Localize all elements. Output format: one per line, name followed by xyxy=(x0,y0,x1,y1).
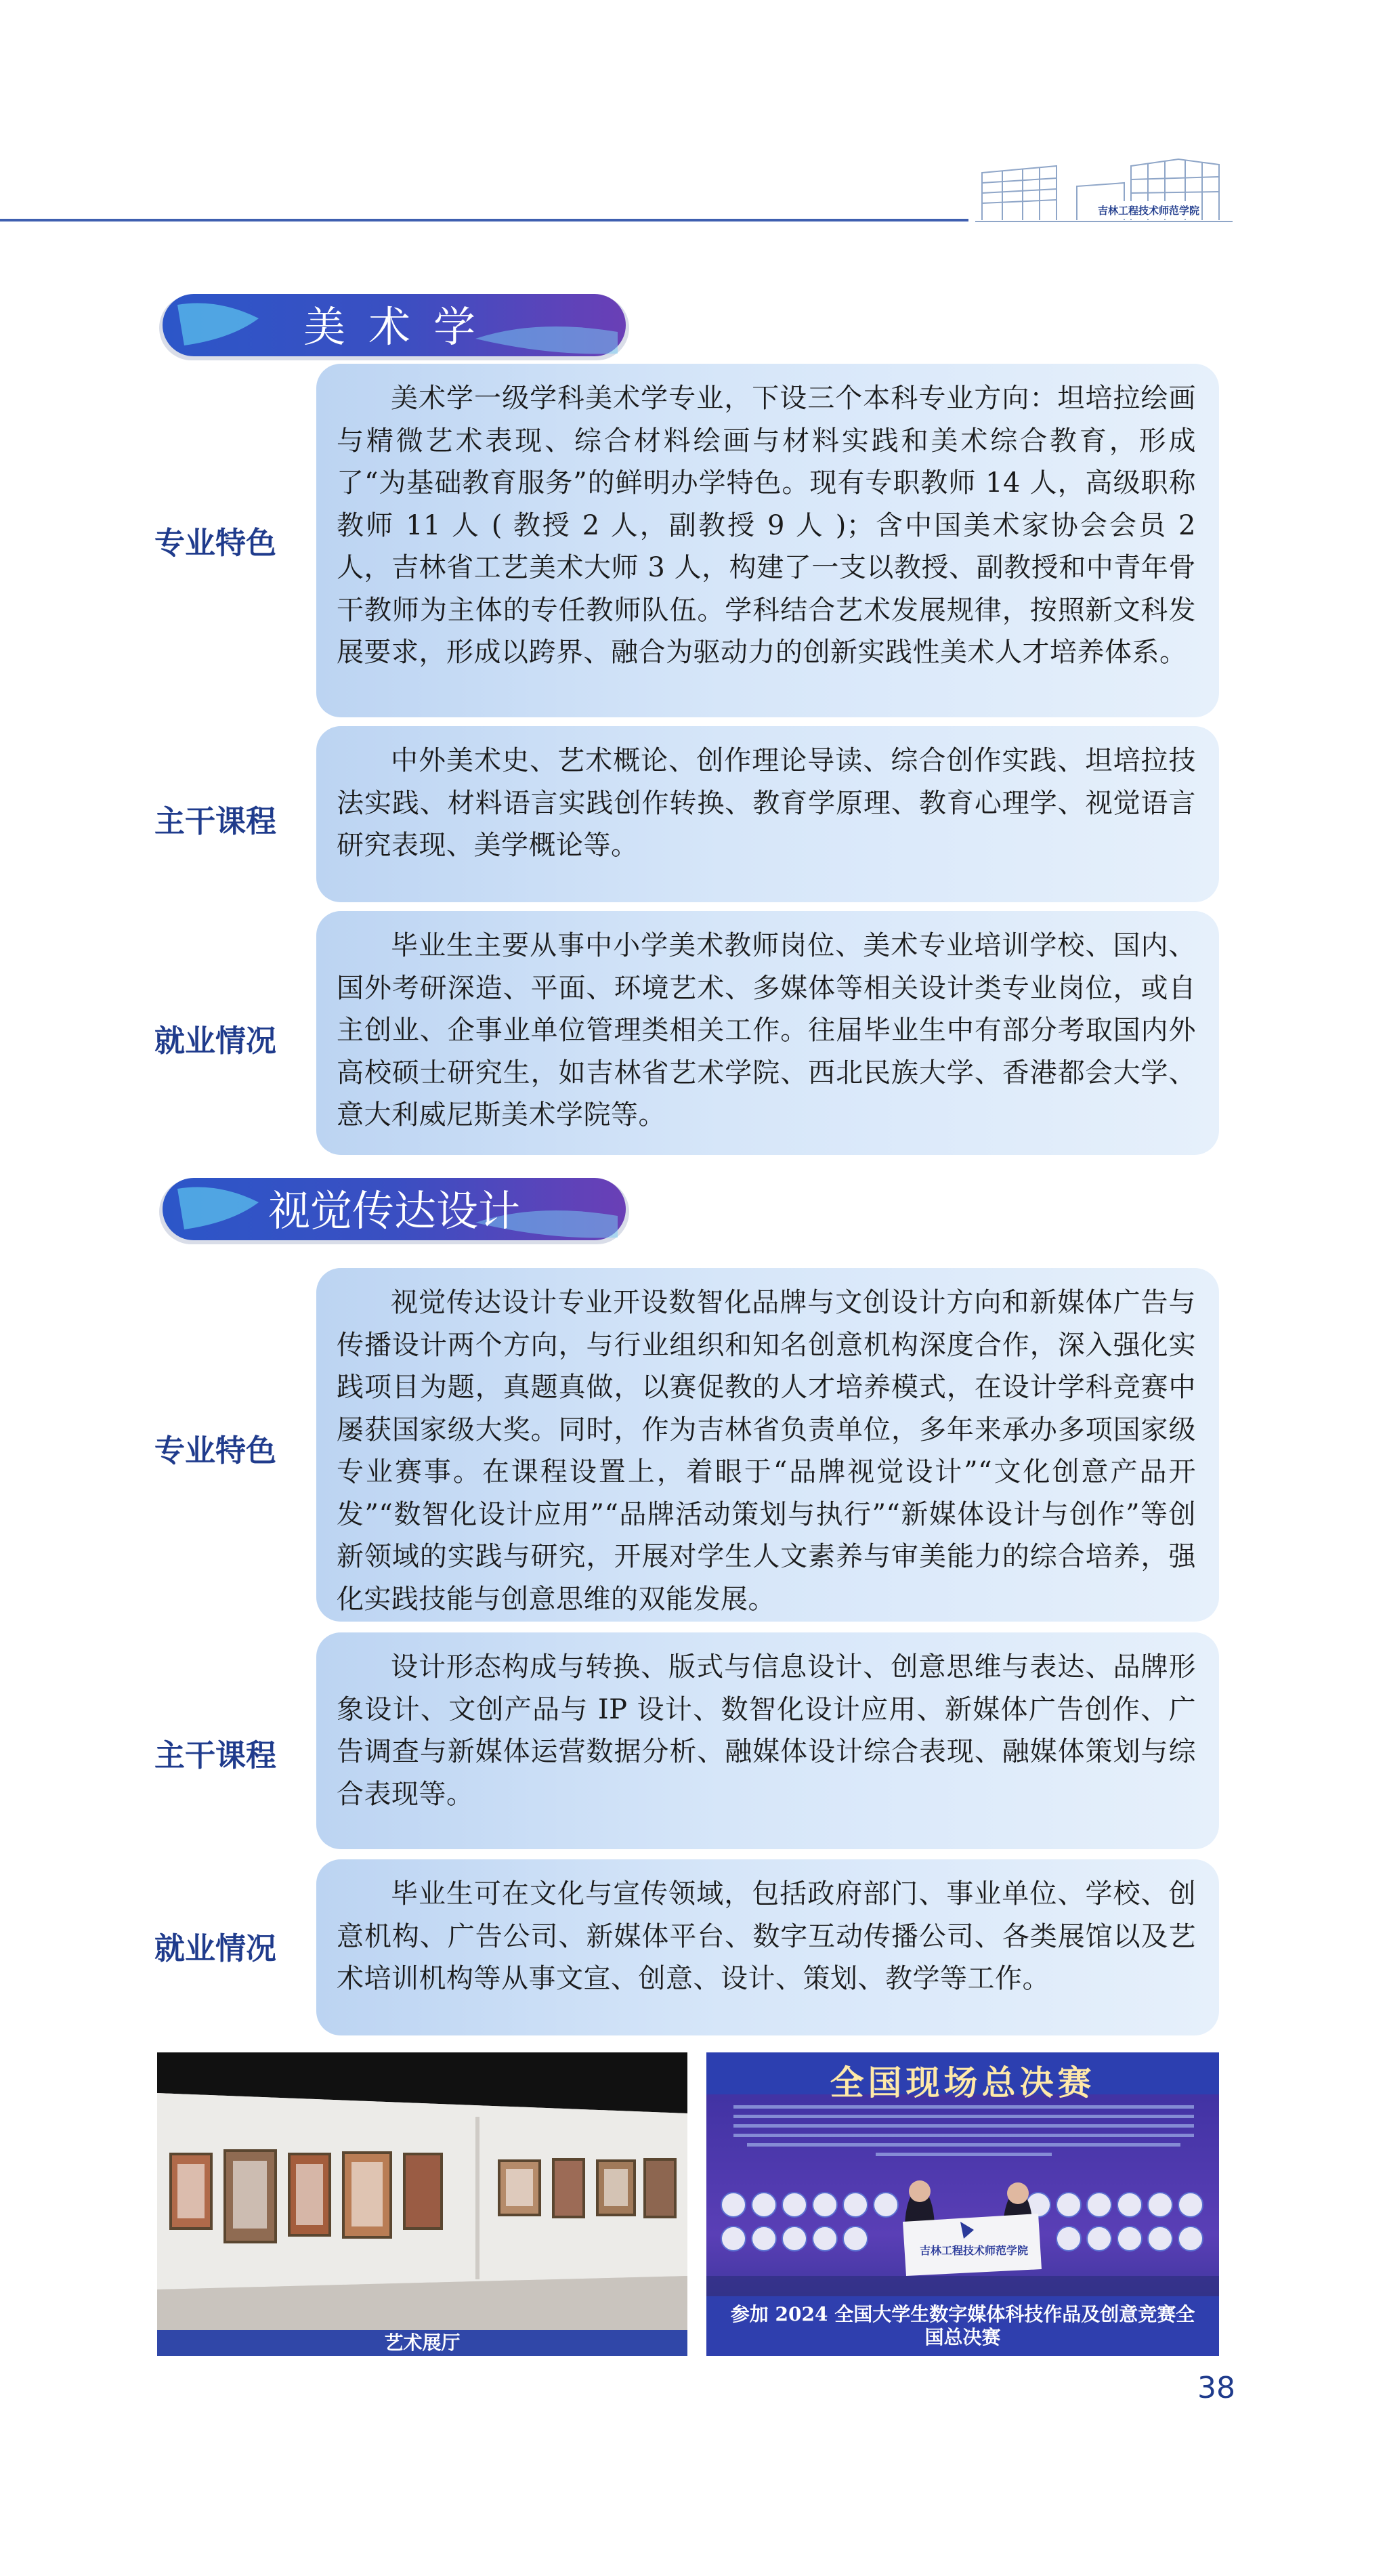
section-title: 视觉传达设计 xyxy=(268,1186,520,1236)
fine-arts-features-text: 美术学一级学科美术学专业，下设三个本科专业方向：坦培拉绘画与精微艺术表现、综合材料绘画与材料实践和美术综合教育，形成了“为基础教育服务”的鲜明办学特色。现有专职教师 14 人，高级职称教师 11 人 ( 教授 2 人，副教授 9 人 )；含中国美术家协会会员 2 人，吉林省工艺美术大师 3 人，构建了一支以教授、副教授和中青年骨干教师为主体的专任教师队伍。学科结合艺术发展规律，按照新文科发展要求，形成以跨界、融合为驱动力的创新实践性美术人才培养体系。 xyxy=(337,383,1196,668)
visual-design-employment-box xyxy=(316,1859,1219,2035)
visual-design-employment-text: 毕业生可在文化与宣传领域，包括政府部门、事业单位、学校、创意机构、广告公司、新媒体平台、数字互动传播公司、各类展馆以及艺术培训机构等从事文宣、创意、设计、策划、教学等工作。 xyxy=(337,1878,1196,1994)
fine-arts-employment-box xyxy=(316,911,1219,1155)
logo-text: 吉林工程技术师范学院 xyxy=(1097,205,1200,217)
gallery-caption: 艺术展厅 xyxy=(384,2331,461,2354)
header-rule xyxy=(0,219,968,221)
competition-caption: 参加 2024 全国大学生数字媒体科技作品及创意竞赛全国总决赛 xyxy=(730,2303,1195,2348)
gallery-photo xyxy=(157,2052,687,2356)
section-banner-fine-arts xyxy=(157,291,631,363)
visual-design-courses-box xyxy=(316,1632,1219,1849)
fine-arts-features-box xyxy=(316,364,1219,717)
visual-design-courses-text: 设计形态构成与转换、版式与信息设计、创意思维与表达、品牌形象设计、文创产品与 IP 设计、数智化设计应用、新媒体广告创作、广告调查与新媒体运营数据分析、融媒体设计综合表现、融媒体策划与综合表现等。 xyxy=(337,1651,1196,1810)
fine-arts-employment-text: 毕业生主要从事中小学美术教师岗位、美术专业培训学校、国内、国外考研深造、平面、环境艺术、多媒体等相关设计类专业岗位，或自主创业、企事业单位管理类相关工作。往届毕业生中有部分考取国内外高校硕士研究生，如吉林省艺术学院、西北民族大学、香港都会大学、意大利威尼斯美术学院等。 xyxy=(337,930,1196,1131)
visual-design-employment-label: 就业情况 xyxy=(154,1930,277,1966)
fine-arts-courses-text: 中外美术史、艺术概论、创作理论导读、综合创作实践、坦培拉技法实践、材料语言实践创作转换、教育学原理、教育心理学、视觉语言研究表现、美学概论等。 xyxy=(337,745,1196,861)
fine-arts-employment-label: 就业情况 xyxy=(154,1023,277,1059)
flag-text: 吉林工程技术师范学院 xyxy=(919,2244,1028,2257)
visual-design-features-box xyxy=(316,1268,1219,1622)
fine-arts-courses-label: 主干课程 xyxy=(154,803,277,839)
visual-design-courses-label: 主干课程 xyxy=(154,1737,277,1773)
competition-photo xyxy=(706,2052,1219,2356)
page-number: 38 xyxy=(1197,2371,1235,2405)
fine-arts-courses-box xyxy=(316,726,1219,902)
section-title: 美术学 xyxy=(303,302,498,352)
visual-design-features-label: 专业特色 xyxy=(154,1433,277,1469)
campus-building-logo xyxy=(975,146,1233,227)
section-banner-visual-design xyxy=(157,1175,631,1247)
visual-design-features-text: 视觉传达设计专业开设数智化品牌与文创设计方向和新媒体广告与传播设计两个方向，与行业组织和知名创意机构深度合作，深入强化实践项目为题，真题真做，以赛促教的人才培养模式，在设计学科竞赛中屡获国家级大奖。同时，作为吉林省负责单位，多年来承办多项国家级专业赛事。在课程设置上，着眼于“品牌视觉设计”“文化创意产品开发”“数智化设计应用”“品牌活动策划与执行”“新媒体设计与创作”等创新领域的实践与研究，开展对学生人文素养与审美能力的综合培养，强化实践技能与创意思维的双能发展。 xyxy=(337,1287,1196,1615)
final-banner-text: 全国现场总决赛 xyxy=(830,2063,1096,2103)
fine-arts-features-label: 专业特色 xyxy=(154,525,277,561)
